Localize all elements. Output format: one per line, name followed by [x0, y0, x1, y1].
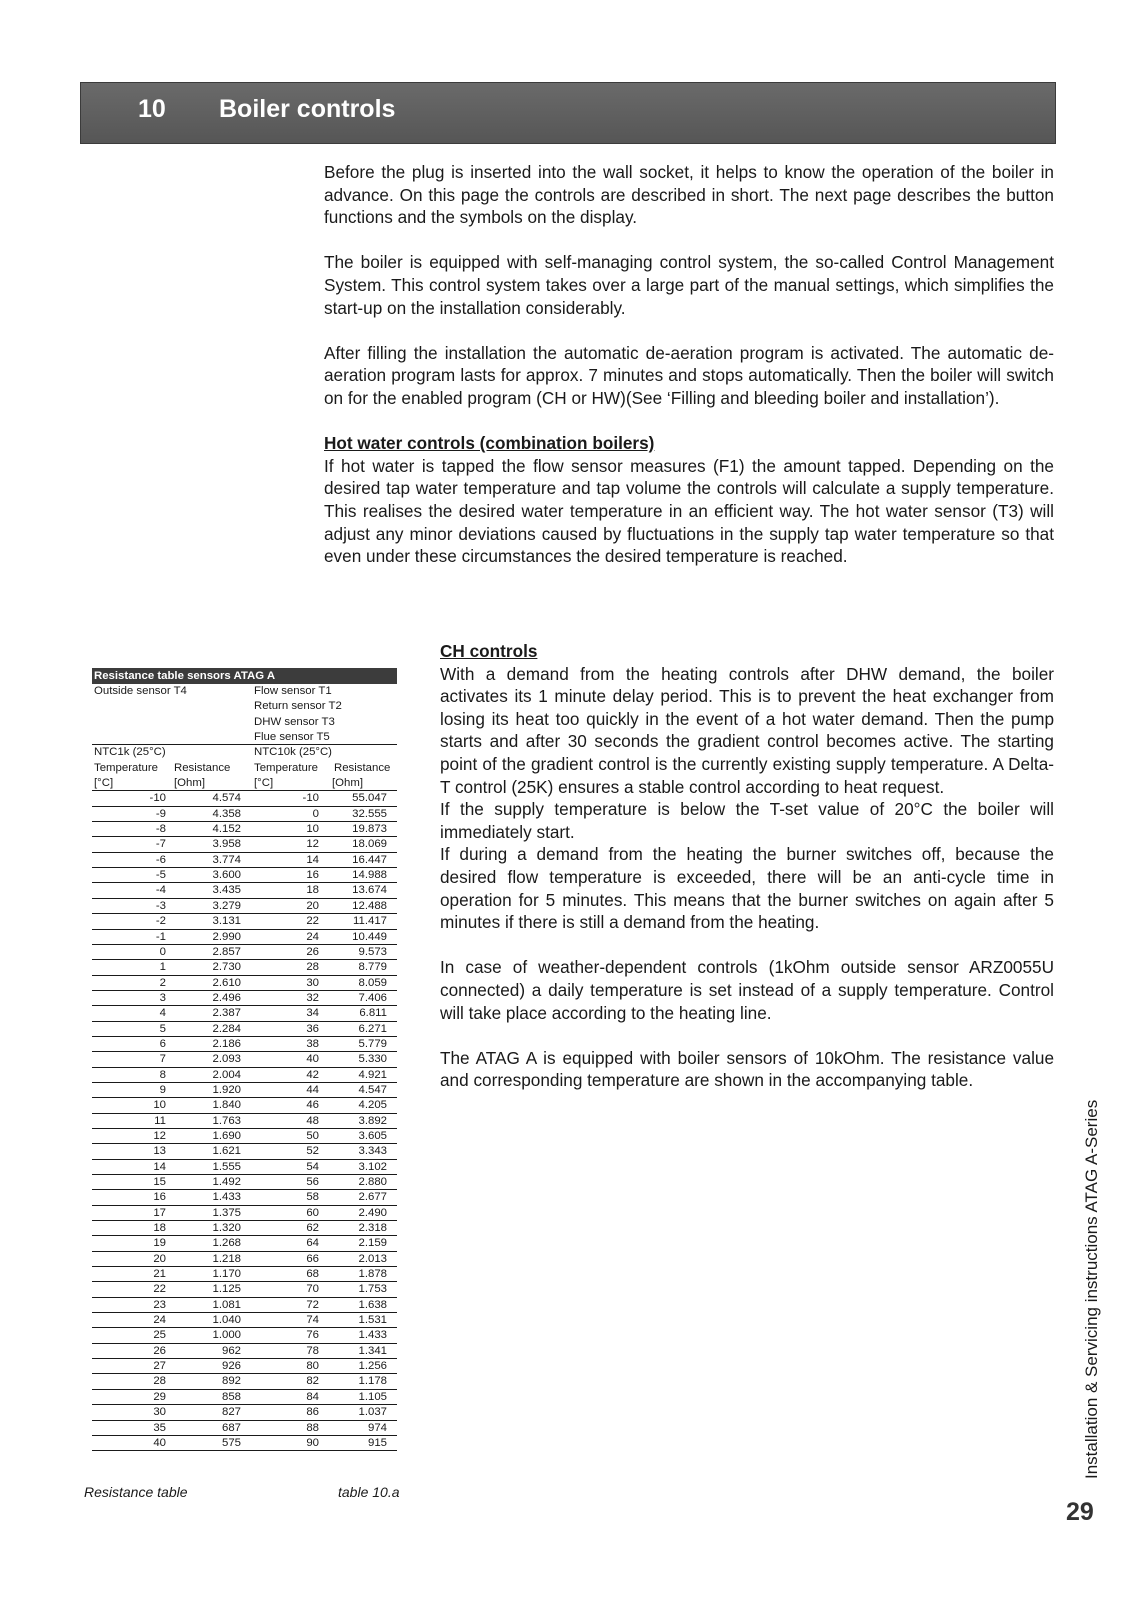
ntc10k-resistance: 3.892	[358, 1114, 387, 1127]
ntc1k-resistance: 4.152	[212, 823, 241, 836]
ntc1k-resistance: 2.857	[212, 945, 241, 958]
intro-section	[324, 161, 1054, 568]
table-row	[92, 1390, 397, 1405]
ntc1k-resistance: 1.125	[212, 1283, 241, 1296]
table-row	[92, 1175, 397, 1190]
left-col-temperature: Temperature	[94, 761, 158, 774]
right-col-temperature: Temperature	[254, 761, 318, 774]
ntc1k-resistance: 2.186	[212, 1037, 241, 1050]
ntc10k-temperature: 56	[306, 1176, 319, 1188]
ntc10k-resistance: 5.330	[358, 1053, 387, 1066]
table-row	[92, 1052, 397, 1067]
ntc10k-temperature: 32	[306, 991, 319, 1004]
right-ntc-type: NTC10k (25°C)	[254, 746, 332, 759]
table-row	[92, 1267, 397, 1282]
ntc1k-resistance: 858	[221, 1390, 241, 1403]
ntc10k-resistance: 12.488	[352, 899, 387, 912]
page-number: 29	[1066, 1498, 1094, 1526]
table-row	[92, 1098, 397, 1113]
ch-paragraph-1: With a demand from the heating controls after DHW demand, the boiler activates its 1 minute delay period. This is to prevent the heat exchanger from losing its heat too quickly in the event of a hot water demand. Then the pump starts and after 30 seconds the gradient control becomes active. The starting point of the gradient control is the currently existing supply temperature. A Delta-T control (25K) ensures a stable control according to heat request.	[440, 663, 1054, 797]
right-col-resistance: Resistance	[334, 761, 391, 774]
ntc1k-resistance: 2.990	[212, 930, 241, 943]
table-number: table 10.a	[338, 1484, 400, 1500]
ntc10k-temperature: 38	[306, 1037, 319, 1050]
ntc1k-resistance: 1.621	[212, 1145, 241, 1158]
ntc10k-temperature: 52	[306, 1145, 319, 1158]
ntc1k-temperature: -1	[155, 930, 166, 943]
right-sensor-4: Flue sensor T5	[254, 731, 330, 744]
ch-paragraph-2: If the supply temperature is below the T-set value of 20°C the boiler will immediately start.	[440, 799, 1054, 842]
intro-paragraph-1: Before the plug is inserted into the wall socket, it helps to know the operation of the boiler in advance. On this page the controls are described in short. The next page describes the button functions and the symbols on the display.	[324, 162, 1054, 228]
ntc1k-resistance: 3.279	[212, 899, 241, 912]
ntc10k-resistance: 1.256	[358, 1360, 387, 1373]
ntc1k-temperature: 6	[159, 1037, 166, 1050]
ntc1k-temperature: -5	[155, 869, 166, 882]
ntc10k-temperature: 40	[306, 1053, 319, 1066]
ntc10k-temperature: 54	[306, 1160, 319, 1173]
ntc10k-resistance: 1.433	[358, 1329, 387, 1342]
ntc10k-resistance: 32.555	[352, 807, 387, 820]
ntc10k-temperature: -10	[302, 792, 319, 805]
ntc10k-temperature: 22	[306, 915, 319, 928]
ntc1k-temperature: 8	[159, 1068, 166, 1081]
ntc1k-temperature: 26	[153, 1344, 166, 1357]
ntc10k-resistance: 1.638	[358, 1298, 387, 1311]
right-unit-temp: [°C]	[254, 777, 274, 790]
chapter-number: 10	[138, 95, 166, 123]
ntc10k-temperature: 42	[306, 1068, 319, 1081]
ntc1k-temperature: 40	[153, 1436, 166, 1449]
ntc1k-temperature: 29	[153, 1390, 166, 1403]
ch-paragraph-3: If during a demand from the heating the burner switches off, because the desired flow temperature is exceeded, there will be an anti-cycle time in operation for 5 minutes. This means that the burner switches on again after 5 minutes if there is still a demand from the heating.	[440, 844, 1054, 933]
ntc1k-resistance: 4.574	[212, 792, 241, 805]
ch-heading: CH controls	[440, 641, 538, 661]
right-sensor-3: DHW sensor T3	[254, 715, 335, 728]
ntc10k-temperature: 80	[306, 1360, 319, 1373]
table-row	[92, 1344, 397, 1359]
ntc1k-temperature: 19	[153, 1237, 166, 1250]
ntc1k-resistance: 1.920	[212, 1083, 241, 1096]
table-row	[92, 1436, 397, 1451]
table-row	[92, 1298, 397, 1313]
ntc1k-resistance: 827	[221, 1406, 241, 1419]
ntc10k-temperature: 30	[306, 976, 319, 989]
ntc10k-temperature: 0	[312, 807, 319, 820]
ntc10k-temperature: 64	[306, 1237, 319, 1250]
ntc10k-resistance: 2.318	[358, 1222, 387, 1235]
right-sensor-2: Return sensor T2	[254, 700, 342, 713]
ntc10k-resistance: 55.047	[352, 792, 387, 805]
table-row	[92, 1190, 397, 1205]
table-row	[92, 837, 397, 852]
table-row	[92, 960, 397, 975]
ntc10k-resistance: 3.605	[358, 1129, 387, 1142]
ntc1k-resistance: 1.218	[212, 1252, 241, 1265]
left-ntc-type: NTC1k (25°C)	[94, 746, 166, 759]
ntc10k-temperature: 34	[306, 1007, 319, 1020]
table-row	[92, 914, 397, 929]
ntc10k-resistance: 2.013	[358, 1252, 387, 1265]
ntc10k-resistance: 1.878	[358, 1268, 387, 1281]
ntc10k-temperature: 66	[306, 1252, 319, 1265]
ntc10k-temperature: 88	[306, 1421, 319, 1434]
ntc10k-resistance: 3.343	[358, 1145, 387, 1158]
table-row	[92, 868, 397, 883]
ntc1k-resistance: 3.435	[212, 884, 241, 897]
ntc1k-resistance: 3.774	[212, 853, 241, 866]
chapter-title: Boiler controls	[219, 95, 396, 123]
ntc10k-resistance: 4.205	[358, 1099, 387, 1112]
table-row	[92, 1421, 397, 1436]
table-caption: Resistance table	[84, 1484, 188, 1500]
table-row	[92, 1114, 397, 1129]
ntc1k-resistance: 2.496	[212, 991, 241, 1004]
ntc10k-temperature: 76	[306, 1329, 319, 1342]
side-document-title: Installation & Servicing instructions ATAG A-Series	[1082, 1099, 1101, 1479]
table-row	[92, 1282, 397, 1297]
ntc1k-resistance: 3.600	[212, 869, 241, 882]
ntc10k-temperature: 60	[306, 1206, 319, 1219]
table-row	[92, 1328, 397, 1343]
resistance-table-body	[92, 791, 397, 1451]
ntc1k-resistance: 1.081	[212, 1298, 241, 1311]
ntc10k-resistance: 9.573	[358, 945, 387, 958]
ntc1k-resistance: 2.093	[212, 1053, 241, 1066]
right-sensor-1: Flow sensor T1	[254, 685, 332, 697]
ntc10k-temperature: 50	[306, 1129, 319, 1142]
ntc10k-temperature: 10	[306, 823, 319, 836]
ntc1k-temperature: -7	[155, 838, 166, 851]
table-row	[92, 822, 397, 837]
ntc1k-temperature: 7	[159, 1053, 166, 1066]
table-row	[92, 1206, 397, 1221]
chapter-header	[80, 82, 1056, 144]
ntc10k-resistance: 2.490	[358, 1206, 387, 1219]
ntc1k-resistance: 2.284	[212, 1022, 241, 1035]
table-row	[92, 791, 397, 806]
table-row	[92, 1160, 397, 1175]
ntc1k-resistance: 4.358	[212, 807, 241, 820]
ntc1k-resistance: 1.170	[212, 1268, 241, 1281]
table-row	[92, 945, 397, 960]
ntc1k-temperature: 21	[153, 1268, 166, 1281]
table-row	[92, 899, 397, 914]
ntc1k-temperature: 15	[153, 1176, 166, 1188]
ntc10k-temperature: 26	[306, 945, 319, 958]
ntc10k-resistance: 2.677	[358, 1191, 387, 1204]
ntc1k-resistance: 1.555	[212, 1160, 241, 1173]
ch-paragraph-5: The ATAG A is equipped with boiler sensors of 10kOhm. The resistance value and corresponding temperature are shown in the accompanying table.	[440, 1047, 1054, 1091]
ntc10k-resistance: 915	[367, 1436, 387, 1449]
ntc10k-temperature: 58	[306, 1191, 319, 1204]
ntc1k-temperature: 16	[153, 1191, 166, 1204]
ntc1k-temperature: -10	[149, 792, 166, 805]
ntc10k-temperature: 70	[306, 1283, 319, 1296]
ntc1k-resistance: 2.610	[212, 976, 241, 989]
ch-controls-section	[440, 640, 1054, 1092]
ntc1k-resistance: 687	[221, 1421, 241, 1434]
ntc1k-temperature: 25	[153, 1329, 166, 1342]
intro-paragraph-3: After filling the installation the automatic de-aeration program is activated. The automatic de-aeration program lasts for approx. 7 minutes and stops automatically. Then the boiler will switch on for the enabled program (CH or HW)(See ‘Filling and bleeding boiler and installation’).	[324, 342, 1054, 408]
ntc10k-resistance: 2.159	[358, 1237, 387, 1250]
right-unit-ohm: [Ohm]	[332, 777, 364, 790]
left-unit-temp: [°C]	[94, 777, 114, 790]
ntc1k-resistance: 1.433	[212, 1191, 241, 1204]
ntc1k-temperature: 30	[153, 1406, 166, 1419]
ntc10k-resistance: 5.779	[358, 1037, 387, 1050]
table-row	[92, 1037, 397, 1052]
table-row	[92, 1068, 397, 1083]
resistance-table	[92, 668, 397, 1451]
ntc1k-temperature: 20	[153, 1252, 166, 1265]
ntc10k-resistance: 3.102	[358, 1160, 387, 1173]
left-unit-ohm: [Ohm]	[174, 777, 206, 790]
ntc1k-temperature: 14	[153, 1160, 166, 1173]
ntc1k-resistance: 1.040	[212, 1314, 241, 1327]
ntc1k-temperature: 13	[153, 1145, 166, 1158]
ntc10k-resistance: 7.406	[358, 991, 387, 1004]
hot-water-heading: Hot water controls (combination boilers)	[324, 433, 655, 454]
ntc1k-resistance: 1.320	[212, 1222, 241, 1235]
ntc1k-resistance: 1.375	[212, 1206, 241, 1219]
ntc10k-resistance: 4.547	[358, 1083, 387, 1096]
ntc1k-resistance: 892	[221, 1375, 241, 1388]
table-row	[92, 807, 397, 822]
table-row	[92, 1359, 397, 1374]
ntc1k-temperature: 27	[153, 1360, 166, 1373]
ntc1k-temperature: -3	[155, 899, 166, 912]
table-row	[92, 1083, 397, 1098]
ntc10k-temperature: 84	[306, 1390, 319, 1403]
ntc10k-resistance: 13.674	[352, 884, 387, 897]
table-row	[92, 930, 397, 945]
ntc1k-resistance: 1.268	[212, 1237, 241, 1250]
ntc1k-resistance: 1.492	[212, 1176, 241, 1188]
ntc10k-resistance: 6.811	[359, 1007, 387, 1020]
ntc1k-temperature: 23	[153, 1298, 166, 1311]
ntc10k-temperature: 82	[306, 1375, 319, 1388]
ntc1k-temperature: 24	[153, 1314, 166, 1327]
ntc10k-resistance: 1.037	[358, 1406, 387, 1419]
ntc1k-temperature: 3	[159, 991, 166, 1004]
ntc10k-temperature: 62	[306, 1222, 319, 1235]
ntc10k-resistance: 11.417	[353, 915, 387, 928]
ntc10k-temperature: 86	[306, 1406, 319, 1419]
ntc10k-resistance: 6.271	[358, 1022, 387, 1035]
table-row	[92, 976, 397, 991]
ntc10k-temperature: 46	[306, 1099, 319, 1112]
ntc10k-resistance: 10.449	[352, 930, 387, 943]
table-row	[92, 1374, 397, 1389]
ntc10k-temperature: 20	[306, 899, 319, 912]
ntc10k-temperature: 16	[306, 869, 319, 882]
ntc1k-resistance: 1.690	[212, 1129, 241, 1142]
ntc10k-resistance: 1.341	[358, 1344, 387, 1357]
ntc1k-temperature: 10	[153, 1099, 166, 1112]
ntc1k-resistance: 2.387	[212, 1007, 241, 1020]
ntc1k-temperature: 28	[153, 1375, 166, 1388]
ntc10k-resistance: 18.069	[352, 838, 387, 851]
ntc10k-temperature: 24	[306, 930, 319, 943]
ntc1k-temperature: -4	[155, 884, 166, 897]
ntc1k-resistance: 575	[221, 1436, 241, 1449]
ntc10k-temperature: 90	[306, 1436, 319, 1449]
ntc10k-temperature: 72	[306, 1298, 319, 1311]
ntc10k-temperature: 68	[306, 1268, 319, 1281]
ntc1k-temperature: 18	[153, 1222, 166, 1235]
ntc10k-temperature: 48	[306, 1114, 319, 1127]
left-sensor-label: Outside sensor T4	[94, 685, 187, 697]
ntc1k-temperature: -6	[155, 853, 166, 866]
ntc10k-temperature: 18	[306, 884, 319, 897]
table-row	[92, 1252, 397, 1267]
ntc10k-resistance: 8.059	[358, 976, 387, 989]
ntc10k-resistance: 16.447	[352, 853, 387, 866]
hot-water-paragraph: If hot water is tapped the flow sensor measures (F1) the amount tapped. Depending on the desired tap water temperature and tap volume the controls will calculate a supply temperature. This realises the desired water temperature in an efficient way. The hot water sensor (T3) will adjust any minor deviations caused by fluctuations in the supply tap water temperature so that even under these circumstances the desired temperature is reached.	[324, 455, 1054, 567]
table-row	[92, 1144, 397, 1159]
ntc10k-temperature: 74	[306, 1314, 319, 1327]
ntc1k-resistance: 1.840	[212, 1099, 241, 1112]
ntc10k-temperature: 44	[306, 1083, 319, 1096]
ntc10k-temperature: 78	[306, 1344, 319, 1357]
ntc10k-resistance: 1.753	[358, 1283, 387, 1296]
intro-paragraph-2: The boiler is equipped with self-managing control system, the so-called Control Management System. This control system takes over a large part of the manual settings, which simplifies the start-up on the installation considerably.	[324, 252, 1054, 318]
ntc10k-resistance: 1.105	[358, 1390, 387, 1403]
table-row	[92, 991, 397, 1006]
ntc10k-temperature: 28	[306, 961, 319, 974]
ntc1k-temperature: 4	[159, 1007, 166, 1020]
ntc10k-temperature: 12	[306, 838, 319, 851]
ntc1k-temperature: 2	[159, 976, 166, 989]
ntc1k-temperature: 22	[153, 1283, 166, 1296]
ntc10k-resistance: 2.880	[358, 1176, 387, 1188]
ch-paragraph-4: In case of weather-dependent controls (1kOhm outside sensor ARZ0055U connected) a daily temperature is set instead of a supply temperature. Control will take place according to the heating line.	[440, 957, 1054, 1023]
table-row	[92, 883, 397, 898]
ntc10k-temperature: 36	[306, 1022, 319, 1035]
ntc1k-temperature: -9	[155, 807, 166, 820]
ntc10k-resistance: 4.921	[358, 1068, 387, 1081]
ntc1k-resistance: 926	[221, 1360, 241, 1373]
table-row	[92, 1221, 397, 1236]
ntc10k-resistance: 19.873	[352, 823, 387, 836]
table-row	[92, 1236, 397, 1251]
ntc10k-resistance: 14.988	[352, 869, 387, 882]
ntc10k-resistance: 8.779	[358, 961, 387, 974]
ntc1k-resistance: 1.000	[212, 1329, 241, 1342]
ntc1k-temperature: -8	[155, 823, 166, 836]
ntc1k-resistance: 3.958	[212, 838, 241, 851]
ntc1k-temperature: 35	[153, 1421, 166, 1434]
ntc10k-resistance: 1.531	[358, 1314, 387, 1327]
ntc1k-temperature: 12	[153, 1129, 166, 1142]
ntc1k-temperature: 11	[154, 1114, 166, 1127]
ntc1k-temperature: 17	[153, 1206, 166, 1219]
ntc1k-temperature: -2	[155, 915, 166, 928]
table-row	[92, 1405, 397, 1420]
ntc1k-resistance: 3.131	[212, 915, 241, 928]
ntc10k-resistance: 1.178	[358, 1375, 387, 1388]
table-row	[92, 1006, 397, 1021]
ntc10k-temperature: 14	[306, 853, 319, 866]
ntc1k-resistance: 2.730	[212, 961, 241, 974]
left-col-resistance: Resistance	[174, 761, 231, 774]
ntc1k-temperature: 5	[159, 1022, 166, 1035]
resistance-table-title: Resistance table sensors ATAG A	[92, 668, 397, 684]
table-row	[92, 1313, 397, 1328]
ntc1k-resistance: 2.004	[212, 1068, 241, 1081]
table-row	[92, 1022, 397, 1037]
ntc1k-resistance: 962	[221, 1344, 241, 1357]
ntc1k-resistance: 1.763	[212, 1114, 241, 1127]
ntc1k-temperature: 0	[159, 945, 166, 958]
table-row	[92, 1129, 397, 1144]
ntc1k-temperature: 1	[159, 961, 166, 974]
table-row	[92, 853, 397, 868]
ntc10k-resistance: 974	[367, 1421, 387, 1434]
ntc1k-temperature: 9	[159, 1083, 166, 1096]
